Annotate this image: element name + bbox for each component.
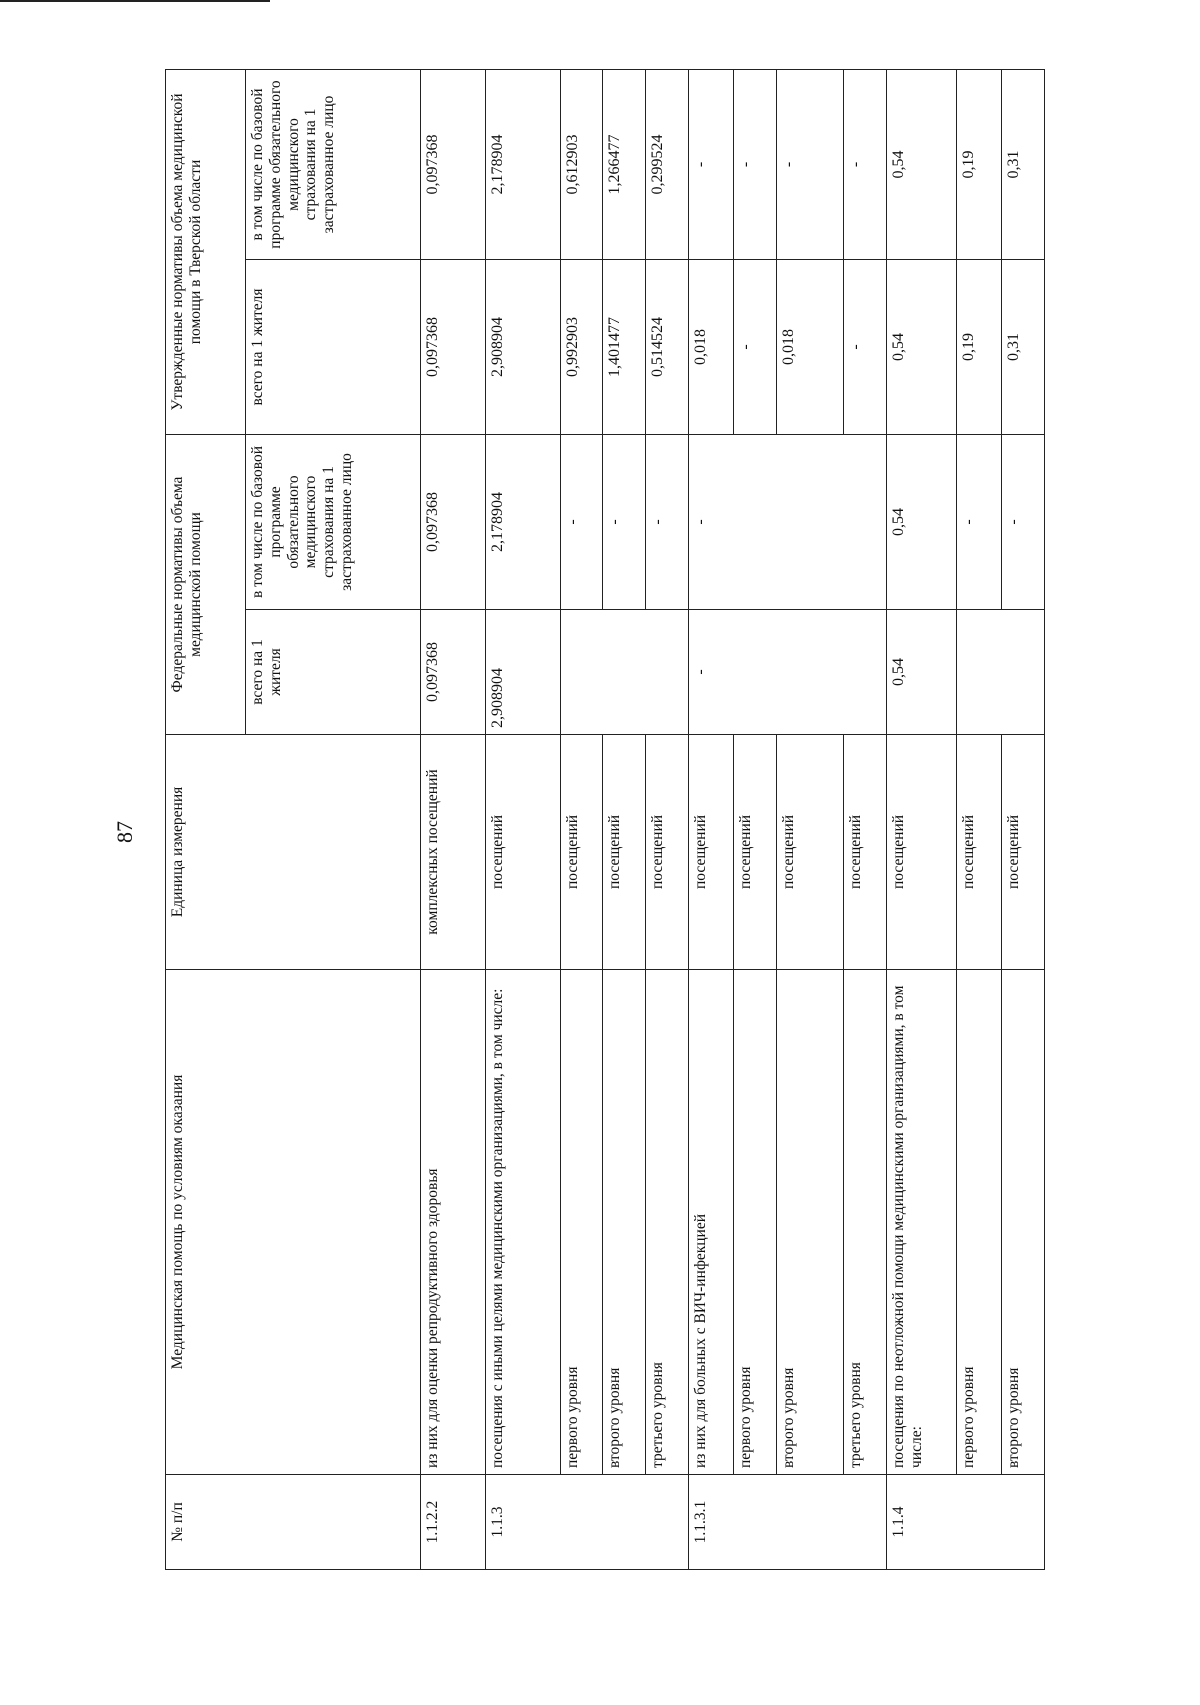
row-tver-total: 1,401477 [603, 260, 646, 435]
table-row [421, 70, 486, 1570]
row-unit: посещений [957, 735, 1002, 970]
row-tver-total: 0,992903 [560, 260, 603, 435]
row-federal-oms: - [560, 435, 603, 610]
table-row [844, 70, 887, 1570]
row-tver-total: 0,097368 [421, 260, 486, 435]
row-federal-oms: - [689, 435, 887, 610]
row-federal-total [560, 610, 688, 735]
row-federal-total: 0,54 [887, 610, 957, 735]
row-tver-oms: - [689, 70, 734, 260]
row-tver-oms: 0,31 [1002, 70, 1045, 260]
row-tver-total: 0,514524 [646, 260, 689, 435]
table-row [734, 70, 777, 1570]
header-num: № п/п [166, 1475, 421, 1570]
row-federal-oms: - [1002, 435, 1045, 610]
row-name: третьего уровня [844, 970, 887, 1475]
row-num: 1.1.4 [887, 1475, 1045, 1570]
row-tver-total: 0,018 [689, 260, 734, 435]
row-unit: посещений [646, 735, 689, 970]
table-row [646, 70, 689, 1570]
row-num: 1.1.2.2 [421, 1475, 486, 1570]
row-unit: посещений [1002, 735, 1045, 970]
row-name: из них для оценки репродуктивного здоровья [421, 970, 486, 1475]
row-tver-total: 2,908904 [486, 260, 560, 435]
table-row [603, 70, 646, 1570]
row-name: первого уровня [957, 970, 1002, 1475]
table-row [957, 70, 1002, 1570]
rotated-table-container [165, 70, 1045, 1570]
scan-edge-line [0, 0, 270, 2]
row-name: посещения с иными целями медицинскими организациями, в том числе: [486, 970, 560, 1475]
row-federal-total: 0,097368 [421, 610, 486, 735]
page-number: 87 [112, 821, 137, 843]
row-tver-total: - [734, 260, 777, 435]
row-unit: посещений [887, 735, 957, 970]
row-tver-oms: 0,54 [887, 70, 957, 260]
norms-table [165, 69, 1045, 1570]
header-federal-oms: в том числе по базовой программе обязательного медицинского страхования на 1 застрахованное лицо [246, 435, 421, 610]
header-tver: Утвержденные нормативы объема медицинской помощи в Тверской области [166, 70, 246, 435]
row-federal-oms: 0,097368 [421, 435, 486, 610]
row-federal-oms: 2,178904 [486, 435, 560, 610]
row-name: из них для больных с ВИЧ-инфекцией [689, 970, 734, 1475]
table-row [887, 70, 957, 1570]
row-tver-total: - [844, 260, 887, 435]
table-row [689, 70, 734, 1570]
table-row [776, 70, 844, 1570]
row-name: первого уровня [734, 970, 777, 1475]
row-tver-oms: 1,266477 [603, 70, 646, 260]
header-tver-total: всего на 1 жителя [246, 260, 421, 435]
row-tver-oms: 0,299524 [646, 70, 689, 260]
row-federal-oms: 0,54 [887, 435, 957, 610]
row-unit: комплексных посещений [421, 735, 486, 970]
row-federal-total: 2,908904 [486, 610, 560, 735]
row-unit: посещений [603, 735, 646, 970]
row-tver-oms: 0,612903 [560, 70, 603, 260]
row-name: второго уровня [603, 970, 646, 1475]
row-tver-total: 0,19 [957, 260, 1002, 435]
row-num: 1.1.3 [486, 1475, 689, 1570]
table-row [560, 70, 603, 1570]
row-name: первого уровня [560, 970, 603, 1475]
row-tver-oms: 0,19 [957, 70, 1002, 260]
row-unit: посещений [560, 735, 603, 970]
row-tver-total: 0,31 [1002, 260, 1045, 435]
header-federal: Федеральные нормативы объема медицинской помощи [166, 435, 246, 735]
row-unit: посещений [776, 735, 844, 970]
row-tver-oms: - [776, 70, 844, 260]
row-unit: посещений [689, 735, 734, 970]
header-federal-total: всего на 1 жителя [246, 610, 421, 735]
row-tver-oms: 2,178904 [486, 70, 560, 260]
row-tver-total: 0,018 [776, 260, 844, 435]
table-row [1002, 70, 1045, 1570]
row-unit: посещений [844, 735, 887, 970]
row-federal-oms: - [646, 435, 689, 610]
row-federal-oms: - [957, 435, 1002, 610]
row-federal-total [957, 610, 1045, 735]
table-row [486, 70, 560, 1570]
row-name: третьего уровня [646, 970, 689, 1475]
row-name: второго уровня [776, 970, 844, 1475]
row-tver-oms: - [734, 70, 777, 260]
header-name: Медицинская помощь по условиям оказания [166, 970, 421, 1475]
row-name: второго уровня [1002, 970, 1045, 1475]
row-unit: посещений [486, 735, 560, 970]
header-tver-oms: в том числе по базовой программе обязательного медицинского страхования на 1 застрахованное лицо [246, 70, 421, 260]
row-unit: посещений [734, 735, 777, 970]
row-tver-total: 0,54 [887, 260, 957, 435]
row-name: посещения по неотложной помощи медицинскими организациями, в том числе: [887, 970, 957, 1475]
row-num: 1.1.3.1 [689, 1475, 887, 1570]
header-unit: Единица измерения [166, 735, 421, 970]
row-federal-total: - [689, 610, 887, 735]
row-tver-oms: - [844, 70, 887, 260]
row-tver-oms: 0,097368 [421, 70, 486, 260]
row-federal-oms: - [603, 435, 646, 610]
